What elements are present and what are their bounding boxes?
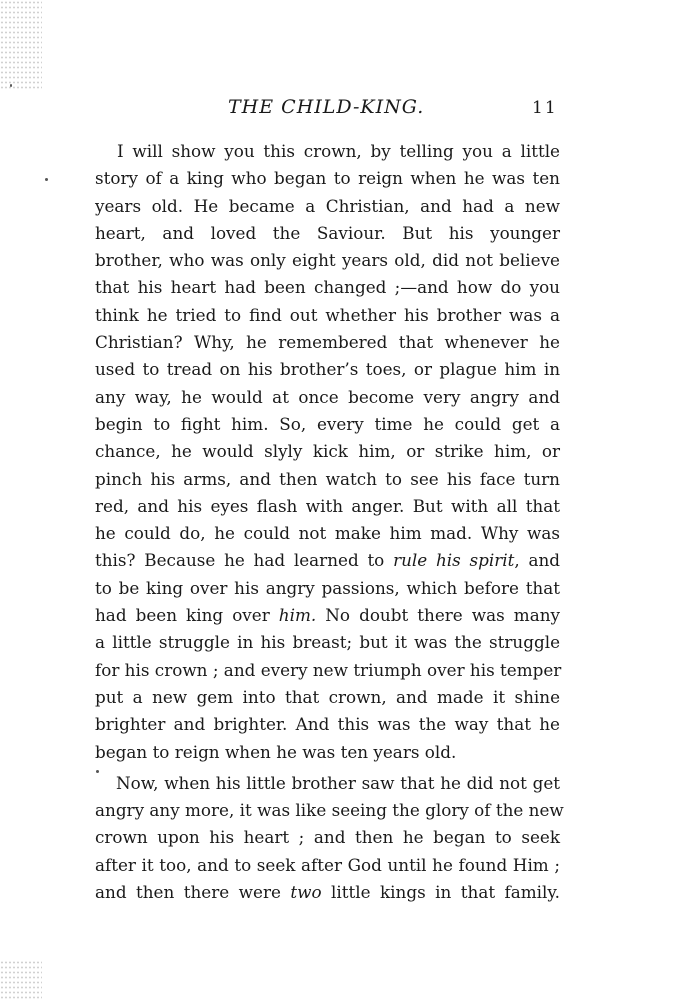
text-line: chance, he would slyly kick him, or strike him, or: [95, 441, 560, 462]
text-line: Christian? Why, he remembered that whenever he: [95, 332, 560, 353]
text-line: a little struggle in his breast; but it was the struggle: [95, 632, 560, 653]
text-line: any way, he would at once become very angry and: [95, 386, 560, 407]
text-line: think he tried to find out whether his brother was a: [95, 304, 560, 325]
text-line: years old. He became a Christian, and had a new: [95, 195, 560, 216]
italic-phrase: rule his spirit: [393, 550, 515, 571]
page-title: THE CHILD-KING.: [228, 96, 425, 118]
text-line: for his crown ; and every new triumph over his temper: [95, 659, 562, 680]
bottom-left-edge-noise: [0, 960, 42, 1000]
margin-speck: [45, 178, 48, 181]
text-line: red, and his eyes flash with anger. But with all that: [95, 495, 560, 516]
text-line: he could do, he could not make him mad. Why was: [95, 523, 560, 544]
text-line: used to tread on his brother’s toes, or plague him in: [95, 359, 560, 380]
text-line: begin to fight him. So, every time he could get a: [95, 413, 560, 434]
text-line: began to reign when he was ten years old.: [95, 741, 457, 762]
text-line: Now, when his little brother saw that he did not get: [116, 772, 560, 793]
text-line: angry any more, it was like seeing the glory of the new: [95, 800, 564, 821]
top-left-edge-noise: [0, 0, 42, 90]
text-line: put a new gem into that crown, and made it shine: [95, 686, 560, 707]
text-line: after it too, and to seek after God until he found Him ;: [95, 854, 560, 875]
italic-phrase: two: [290, 882, 322, 903]
text-line: crown upon his heart ; and then he began to seek: [95, 827, 560, 848]
text-line: to be king over his angry passions, which before that: [95, 577, 560, 598]
paragraph: [95, 770, 564, 906]
text-line: brighter and brighter. And this was the way that he: [95, 714, 560, 735]
text-line: had been king over him. No doubt there was many: [95, 605, 560, 626]
text-line: this? Because he had learned to rule his spirit, and: [95, 550, 561, 571]
text-line: I will show you this crown, by telling you a little: [117, 141, 560, 161]
text-line: pinch his arms, and then watch to see his face turn: [95, 468, 560, 489]
margin-speck: [10, 84, 12, 87]
text-line: that his heart had been changed ;—and how do you: [95, 277, 560, 298]
text-line: heart, and loved the Saviour. But his younger: [95, 222, 560, 243]
text-line: story of a king who began to reign when he was ten: [95, 168, 560, 189]
text-line: and then there were two little kings in that family.: [95, 882, 560, 903]
text-line: brother, who was only eight years old, did not believe: [95, 250, 560, 271]
page-number: 11: [532, 98, 558, 118]
running-head: [0, 96, 677, 122]
italic-phrase: him.: [278, 605, 317, 626]
body-text: [95, 138, 564, 906]
paragraph: [95, 138, 560, 766]
